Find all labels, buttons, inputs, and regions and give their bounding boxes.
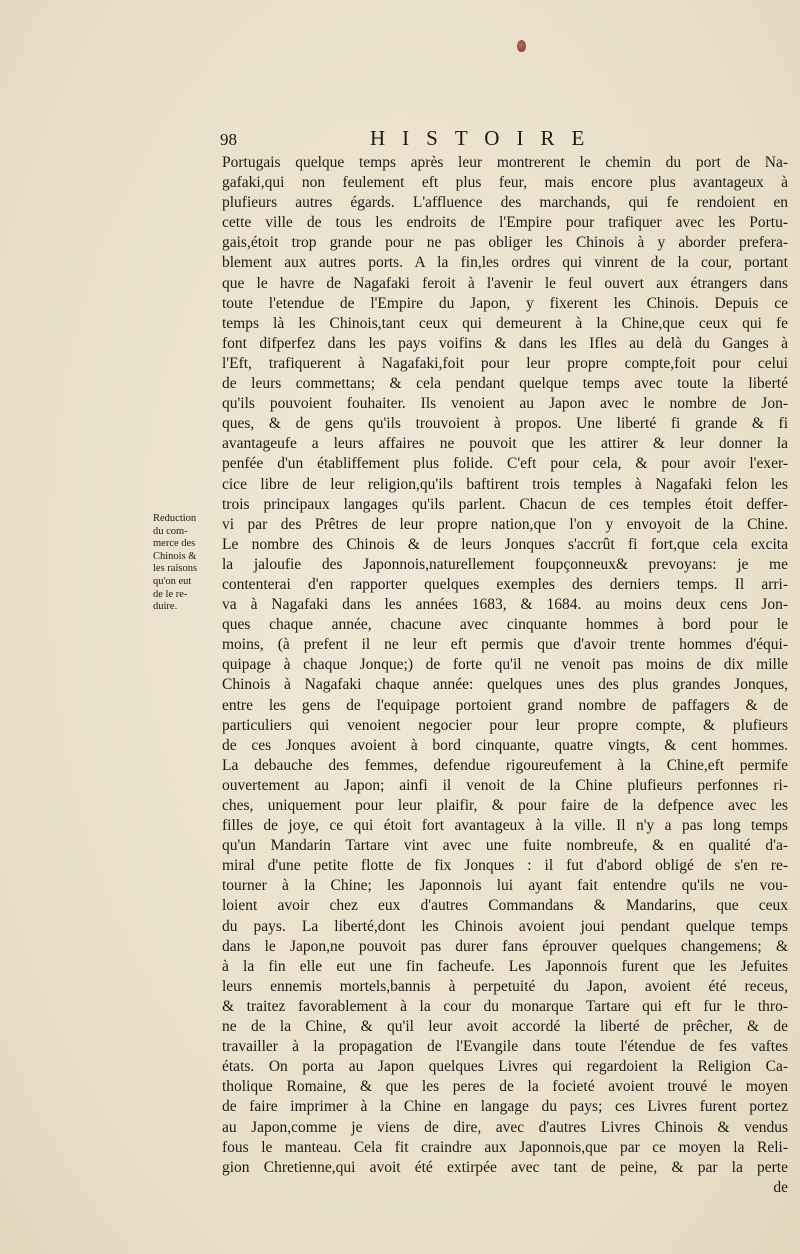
text-line: ques, & de gens qu'ils trouvoient à propos. Une liberté fi grande & fi (222, 415, 788, 433)
text-line: Le nombre des Chinois & de leurs Jonques s'accrût fi fort,que cela excita (222, 535, 788, 553)
text-line: tourner à la Chine; les Japonnois lui ayant fait entendre qu'ils ne vou- (222, 877, 788, 895)
text-line: états. On porta au Japon quelques Livres qui regardoient la Religion Ca- (222, 1058, 788, 1076)
text-line: qu'ils pouvoient fouhaiter. Ils venoient au Japon avec le nombre de Jon- (222, 395, 788, 413)
marginal-note-line: du com- (153, 525, 188, 537)
text-line: filles de joye, ce qui étoit fort avantageux à la ville. Il n'y a pas long temps (222, 817, 788, 835)
text-line: ques chaque année, chacune avec cinquante hommes à bord pour le (222, 616, 788, 634)
text-line: entre les gens de l'equipage portoient grand nombre de paffagers & de (222, 696, 788, 714)
text-line: va à Nagafaki dans les années 1683, & 1684. au moins deux cens Jon- (222, 596, 788, 614)
text-line: cette ville de tous les endroits de l'Empire pour trafiquer avec les Portu- (222, 214, 788, 232)
text-line: cice libre de leur religion,qu'ils baftirent trois temples à Nagafaki felon les (222, 475, 788, 493)
text-line: de leurs commettans; & cela pendant quelque temps avec toute la liberté (222, 375, 788, 393)
text-line: quipage à chaque Jonque;) de forte qu'il ne venoit pas moins de dix mille (222, 656, 788, 674)
text-line: leurs ennemis mortels,bannis à perpetuité du Japon, avoient été receus, (222, 977, 788, 995)
marginal-note-line: Reduction (153, 513, 197, 524)
text-line: contenterai d'en rapporter quelques exemples des derniers temps. Il arri- (222, 575, 788, 593)
text-line: qu'un Mandarin Tartare vint avec une fuite nombreufe, & en qualité d'a- (222, 837, 788, 855)
text-line: l'Eft, trafiquerent à Nagafaki,foit pour leur propre compte,foit pour celui (222, 354, 788, 372)
text-line: gion Chretienne,qui avoit été extirpée avec tant de peine, & par la perte (222, 1158, 788, 1176)
text-line: de faire imprimer à la Chine en langage du pays; ces Livres furent portez (222, 1098, 788, 1116)
marginal-note-line: Chinois & (153, 550, 197, 562)
text-line: de (773, 1178, 788, 1196)
text-line: miral d'une petite flotte de fix Jonques : il fut d'abord obligé de s'en re- (222, 857, 788, 875)
marginal-note-line: qu'on eut (153, 575, 192, 587)
text-line: vi par des Prêtres de leur propre nation,que l'on y envoyoit de la Chine. (222, 515, 788, 533)
text-line: temps là les Chinois,tant ceux qui demeurent à la Chine,que ceux qui fe (222, 314, 788, 332)
text-line: particuliers qui venoient negocier pour leur propre compte, & plufieurs (222, 716, 788, 734)
text-line: au Japon,comme je viens de dire, avec d'autres Livres Chinois & vendus (222, 1118, 788, 1136)
marginal-note-line: de le re- (153, 588, 188, 600)
text-line: gafaki,qui non feulement eft plus feur, mais encore plus avantageux à (222, 174, 788, 192)
ink-stain (517, 40, 526, 52)
text-line: du pays. La liberté,dont les Chinois avoient joui pendant quelque temps (222, 917, 788, 935)
text-line: blement aux autres ports. A la fin,les ordres qui vinrent de la cour, portant (222, 254, 788, 272)
text-line: moins, (à prefent il ne leur eft permis que d'avoir trente hommes d'équi- (222, 636, 788, 654)
text-line: à la fin elle eut une fin facheufe. Les Japonnois furent que les Jefuites (222, 957, 788, 975)
text-line: dans le Japon,ne pouvoit pas durer fans éprouver quelques changemens; & (222, 937, 788, 955)
running-head: HISTOIRE (370, 126, 602, 150)
text-line: plufieurs autres égards. L'affluence des marchands, qui fe rendoient en (222, 194, 788, 212)
text-line: de ces Jonques avoient à bord cinquante, quatre vingts, & cent hommes. (222, 736, 788, 754)
marginal-note (153, 513, 219, 614)
text-line: ches, uniquement pour leur plaifir, & pour faire de la defpence avec les (222, 797, 788, 814)
text-line: avantageufe a leurs affaires ne pouvoit que les attirer & leur donner la (222, 435, 788, 453)
text-line: trois principaux langages qu'ils parlent. Chacun de ces temples étoit deffer- (222, 495, 788, 513)
text-line: font difperfez dans les pays voifins & dans les Ifles au delà du Ganges à (222, 334, 788, 352)
text-line: & traitez favorablement à la cour du monarque Tartare qui eft fur le thro- (222, 997, 788, 1015)
page-header (222, 126, 794, 154)
text-line: loient avoir chez eux d'autres Commandans & Mandarins, que ceux (222, 897, 788, 915)
text-line: que le havre de Nagafaki feroit à l'avenir le feul ouvert aux étrangers dans (222, 274, 788, 292)
page-number: 98 (220, 130, 237, 149)
text-line: travailler à la propagation de l'Evangile dans toute l'étendue de fes vaftes (222, 1038, 788, 1056)
body-text (222, 153, 788, 1198)
marginal-note-line: merce des (153, 538, 196, 550)
text-line: ne de la Chine, & qu'il leur avoit accordé la liberté de prêcher, & de (222, 1018, 788, 1036)
text-line: toute l'etendue de l'Empire du Japon, y fixerent les Chinois. Depuis ce (222, 294, 788, 312)
marginal-note-line: les raisons (153, 563, 198, 575)
text-line: La debauche des femmes, defendue rigoureufement à la Chine,eft permife (222, 756, 788, 774)
text-line: tholique Romaine, & que les peres de la focieté avoient trouvé le moyen (222, 1078, 788, 1096)
text-line: Portugais quelque temps après leur montrerent le chemin du port de Na- (222, 154, 788, 171)
text-line: fous le manteau. Cela fit craindre aux Japonnois,que par ce moyen la Reli- (222, 1138, 788, 1156)
text-line: ouvertement au Japon; ainfi il venoit de la Chine plufieurs perfonnes ri- (222, 776, 788, 794)
text-line: la jaloufie des Japonnois,naturellement foupçonneux& prevoyans: je me (222, 555, 788, 573)
text-line: gais,étoit trop grande pour ne pas obliger les Chinois à y aborder prefera- (222, 234, 788, 252)
text-line: Chinois à Nagafaki chaque année: quelques unes des plus grandes Jonques, (222, 676, 788, 694)
marginal-note-line: duire. (153, 601, 178, 613)
text-line: penfée d'un établiffement plus folide. C'eft pour cela, & pour avoir l'exer- (222, 455, 788, 473)
